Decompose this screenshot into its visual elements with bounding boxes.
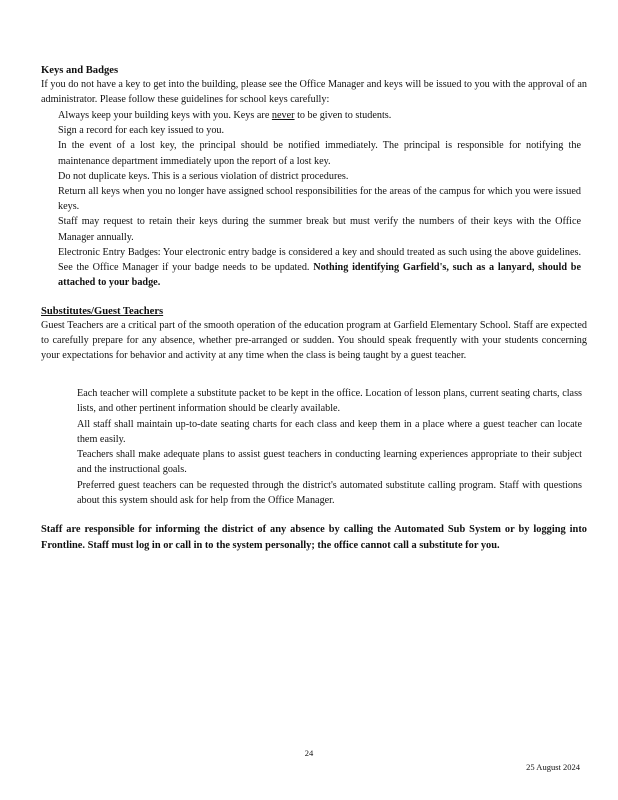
badge-warning: Nothing identifying Garfield's, such as a lanyard, should be attached to your badge. <box>58 262 581 289</box>
keys-heading: Keys and Badges <box>41 65 119 76</box>
keys-intro: If you do not have a key to get into the building, please see the Office Manager and keys will be issued to you with the approval of an administrator. Please follow these guidelines for school keys carefully: <box>41 79 587 106</box>
list-item: Electronic Entry Badges: Your electronic entry badge is considered a key and should treated as such using the above guidelines. See the Office Manager if your badge needs to be updated. Nothing identifying Garfield's, such as a lanyard, should be attached to your badge. <box>58 246 581 289</box>
list-item: Return all keys when you no longer have assigned school responsibilities for the areas of the campus for which you were issued keys. <box>58 186 581 213</box>
substitutes-heading: Substitutes/Guest Teachers <box>41 306 164 317</box>
list-item: Sign a record for each key issued to you. <box>58 125 225 137</box>
absence-notice: Staff are responsible for informing the district of any absence by calling the Automated Sub System or by logging into Frontline. Staff must log in or call in to the system personally; the office cannot call a substitute for you. <box>41 524 587 551</box>
footer-date: 25 August 2024 <box>526 762 580 772</box>
emphasis-never: never <box>271 110 295 121</box>
list-item: Preferred guest teachers can be requested through the district's automated substitute calling program. Staff with questions about this system should ask for help from the Office Manager. <box>77 479 582 506</box>
substitutes-intro: Guest Teachers are a critical part of the smooth operation of the education program at Garfield Elementary School. Staff are expected to carefully prepare for any absence, whether pre-arranged or sudden. You should speak frequently with your students concerning your expectations for behavior and activity at any time when the class is being taught by a guest teacher. <box>41 320 587 362</box>
substitutes-list <box>77 386 582 508</box>
page-number: 24 <box>304 748 314 758</box>
list-item: All staff shall maintain up-to-date seating charts for each class and keep them in a place where a guest teacher can locate them easily. <box>77 418 582 445</box>
list-item: Each teacher will complete a substitute packet to be kept in the office. Location of lesson plans, current seating charts, class lists, and other pertinent information should be clearly available. <box>77 388 582 415</box>
list-item: Staff may request to retain their keys during the summer break but must verify the numbers of their keys with the Office Manager annually. <box>58 216 581 243</box>
list-item: In the event of a lost key, the principal should be notified immediately. The principal is responsible for notifying the maintenance department immediately upon the report of a lost key. <box>58 140 581 167</box>
list-item: Teachers shall make adequate plans to assist guest teachers in conducting learning experiences appropriate to their subject and the instructional goals. <box>77 449 582 476</box>
list-item: Always keep your building keys with you. Keys are never to be given to students. <box>58 110 392 121</box>
keys-guidelines-list <box>58 108 581 290</box>
list-item: Do not duplicate keys. This is a serious violation of district procedures. <box>58 170 349 182</box>
